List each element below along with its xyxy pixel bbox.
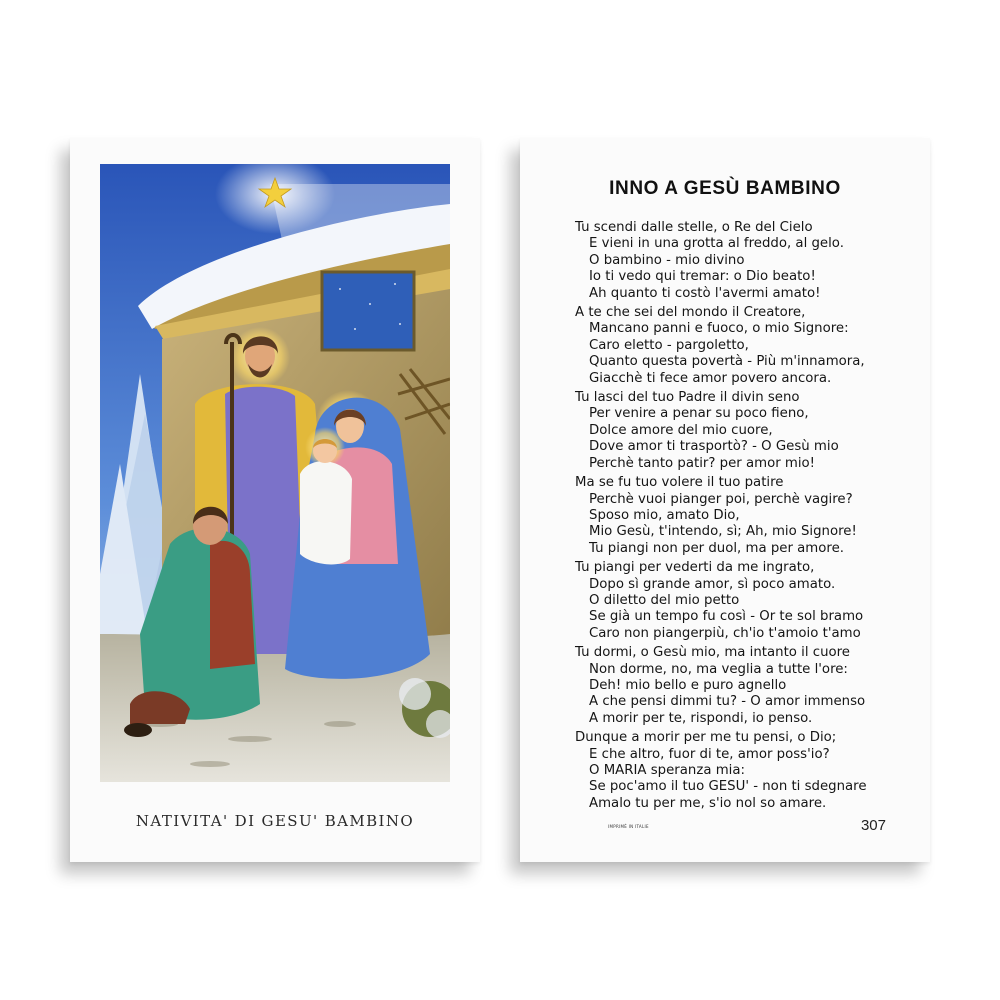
verse-line: O MARIA speranza mia: bbox=[589, 763, 745, 778]
verse-line: Se già un tempo fu così - Or te sol bramo bbox=[589, 609, 864, 625]
verse-line: A te che sei del mondo il Creatore, bbox=[575, 305, 806, 321]
swaddling-cloth bbox=[300, 461, 352, 564]
verse-line: Giacchè ti fece amor povero ancora. bbox=[589, 370, 832, 386]
verse-line: Dove amor ti trasportò? - O Gesù mio bbox=[589, 439, 839, 455]
verse-line: Dopo sì grande amor, sì poco amato. bbox=[589, 576, 836, 592]
painting-caption: NATIVITA' DI GESU' BAMBINO bbox=[135, 812, 415, 830]
nativity-scene bbox=[100, 164, 450, 782]
verse-line: Non dorme, no, ma veglia a tutte l'ore: bbox=[589, 661, 848, 677]
stable-window bbox=[322, 272, 414, 350]
card-number: 307 bbox=[860, 817, 886, 834]
verse-line: Se poc'amo il tuo GESU' - non ti sdegnare bbox=[589, 779, 867, 795]
verse-line: Sposo mio, amato Dio, bbox=[589, 507, 740, 523]
hymn-title: INNO A GESÙ BAMBINO bbox=[609, 178, 841, 199]
verse-line: Deh! mio bello e puro agnello bbox=[589, 677, 787, 693]
verse-line: Io ti vedo qui tremar: o Dio beato! bbox=[589, 269, 816, 285]
verse-line: Mancano panni e fuoco, o mio Signore: bbox=[589, 321, 849, 337]
shepherd-foot bbox=[124, 723, 152, 737]
verse-line: Tu piangi per vederti da me ingrato, bbox=[575, 560, 815, 576]
verse-line: A morir per te, rispondi, io penso. bbox=[589, 710, 813, 726]
stanza-3 bbox=[575, 390, 915, 472]
verse-line: Perchè vuoi pianger poi, perchè vagire? bbox=[589, 491, 853, 507]
stanza-1 bbox=[575, 220, 915, 302]
stanza-7 bbox=[575, 730, 915, 812]
verse-line: Tu dormi, o Gesù mio, ma intanto il cuore bbox=[575, 645, 850, 661]
verse-line: Mio Gesù, t'intendo, sì; Ah, mio Signore! bbox=[589, 524, 857, 540]
verse-line: Tu scendi dalle stelle, o Re del Cielo bbox=[575, 220, 813, 235]
printer-mark: IMPRIMÉ IN ITALIE bbox=[608, 824, 649, 829]
verse-line: Tu lasci del tuo Padre il divin seno bbox=[575, 390, 800, 406]
verse-line: Dolce amore del mio cuore, bbox=[589, 422, 773, 438]
holy-card-front bbox=[70, 138, 480, 862]
stanza-5 bbox=[575, 560, 915, 642]
verse-line: Caro non piangerpiù, ch'io t'amoio t'amo bbox=[589, 625, 861, 641]
verse-line: E che altro, fuor di te, amor poss'io? bbox=[589, 746, 830, 762]
verse-line: O diletto del mio petto bbox=[589, 592, 740, 608]
verse-line: Amalo tu per me, s'io nol so amare. bbox=[589, 795, 827, 811]
verse-line: Ah quanto ti costò l'avermi amato! bbox=[589, 285, 821, 301]
baby-jesus-figure bbox=[300, 427, 352, 564]
holy-card-back bbox=[520, 138, 930, 862]
verse-line: O bambino - mio divino bbox=[589, 252, 745, 268]
verse-line: Ma se fu tuo volere il tuo patire bbox=[575, 475, 784, 491]
verse-line: Perchè tanto patir? per amor mio! bbox=[589, 455, 816, 471]
verse-line: Per venire a penar su poco fieno, bbox=[589, 406, 809, 422]
verse-line: Tu piangi non per duol, ma per amore. bbox=[589, 540, 844, 556]
verse-line: Caro eletto - pargoletto, bbox=[589, 337, 749, 353]
verse-line: E vieni in una grotta al freddo, al gelo. bbox=[589, 236, 844, 252]
verse-line: Quanto questa povertà - Più m'innamora, bbox=[589, 354, 865, 370]
verse-line: Dunque a morir per me tu pensi, o Dio; bbox=[575, 730, 837, 746]
stanza-6 bbox=[575, 645, 915, 727]
stanza-2 bbox=[575, 305, 915, 387]
verse-line: A che pensi dimmi tu? - O amor immenso bbox=[589, 694, 866, 710]
hymn-text bbox=[575, 220, 915, 815]
stanza-4 bbox=[575, 475, 915, 557]
nativity-painting bbox=[100, 164, 450, 782]
